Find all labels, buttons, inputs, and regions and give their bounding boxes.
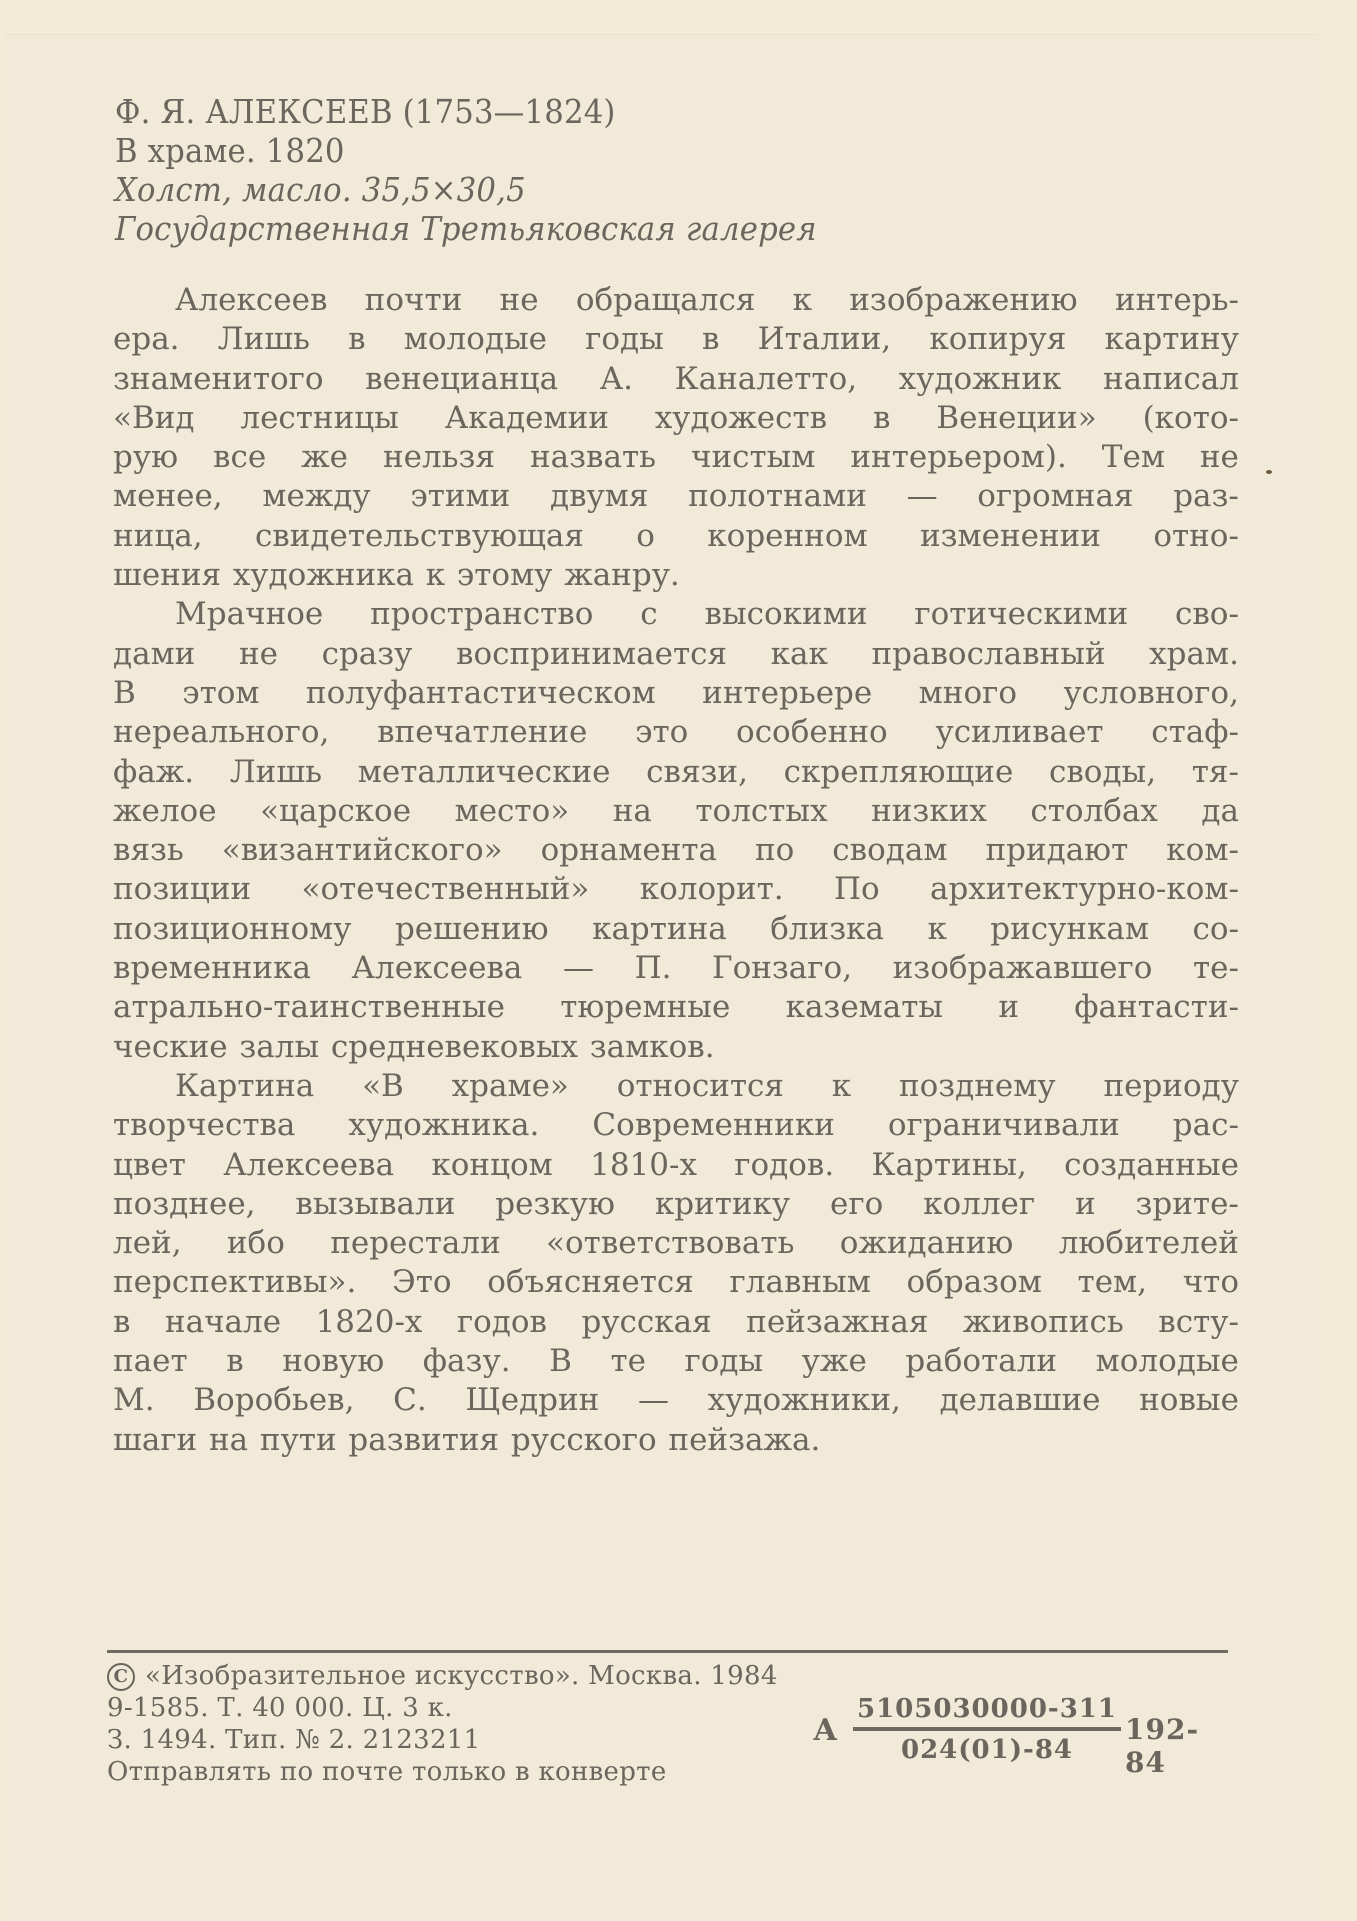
- word: лестницы: [240, 399, 399, 436]
- word: Картины,: [871, 1146, 1027, 1183]
- artwork-collection: Государственная Третьяковская галерея: [115, 209, 817, 248]
- word: связи,: [646, 753, 748, 790]
- word: интерь-: [1114, 282, 1239, 318]
- word: чистым: [690, 439, 816, 476]
- word: П.: [634, 950, 672, 987]
- word: сво-: [1174, 596, 1239, 633]
- text-line: [113, 1303, 1239, 1342]
- text-line: [113, 635, 1239, 674]
- word: относится: [616, 1067, 784, 1104]
- word: русская: [581, 1303, 712, 1340]
- word: о: [636, 517, 655, 554]
- imprint: [107, 1660, 778, 1788]
- word: В: [549, 1343, 572, 1380]
- word: знаменитого: [113, 360, 324, 397]
- word: к: [425, 557, 446, 594]
- word: менее,: [113, 478, 223, 515]
- word: «византийского»: [221, 832, 503, 869]
- word: Алексеев: [175, 282, 328, 318]
- word: столбах: [1030, 792, 1158, 829]
- artist-name: Ф. Я. АЛЕКСЕЕВ (1753—1824): [115, 92, 616, 131]
- word: атрально-таинственные: [113, 989, 505, 1026]
- word: в: [702, 321, 720, 358]
- word: Это: [392, 1264, 452, 1301]
- word: замков.: [589, 1028, 715, 1065]
- word: М.: [113, 1382, 155, 1419]
- word: раз-: [1173, 478, 1239, 515]
- word: этими: [410, 478, 511, 515]
- word: это: [635, 714, 689, 751]
- word: сразу: [321, 635, 413, 672]
- text-line: [113, 1381, 1239, 1420]
- text-line: [113, 1263, 1239, 1302]
- word: перестали: [330, 1225, 501, 1262]
- word: изменении: [919, 517, 1101, 554]
- publisher-line: [107, 1660, 778, 1692]
- word: да: [1201, 792, 1239, 829]
- word: толстых: [695, 792, 828, 829]
- word: картина: [592, 910, 727, 947]
- word: между: [262, 478, 371, 515]
- word: образом: [906, 1264, 1042, 1301]
- word: нереального,: [113, 714, 330, 751]
- word: впечатление: [377, 714, 588, 751]
- word: —: [906, 478, 938, 515]
- text-line: [113, 477, 1239, 516]
- text-line: [113, 1067, 1239, 1106]
- word: придают: [985, 832, 1129, 869]
- word: объясняется: [487, 1264, 694, 1301]
- word: Лишь: [217, 321, 310, 358]
- word: этому: [456, 557, 553, 594]
- text-line: [113, 792, 1239, 831]
- word: изображавшего: [892, 950, 1153, 987]
- word: воспринимается: [456, 635, 728, 672]
- word: главным: [729, 1264, 871, 1301]
- word: пейзажная: [746, 1303, 929, 1340]
- word: цвет: [113, 1146, 186, 1183]
- word: годы: [585, 321, 664, 358]
- text-line: [113, 556, 1239, 595]
- word: стаф-: [1151, 714, 1239, 751]
- text-line: [113, 595, 1239, 634]
- word: не: [499, 282, 539, 318]
- word: (кото-: [1142, 399, 1239, 436]
- word: рую: [113, 439, 179, 476]
- word: храм.: [1149, 635, 1239, 672]
- word: жанру.: [564, 557, 680, 594]
- word: развития: [348, 1421, 500, 1458]
- text-line: [113, 320, 1239, 359]
- word: перспективы».: [113, 1264, 357, 1301]
- word: вызывали: [295, 1185, 456, 1222]
- text-line: [113, 399, 1239, 438]
- word: что: [1182, 1264, 1239, 1301]
- word: Современники: [592, 1107, 835, 1144]
- text-line: [113, 949, 1239, 988]
- word: коренном: [707, 517, 868, 554]
- word: позиционному: [113, 910, 352, 947]
- word: дами: [113, 635, 196, 672]
- word: пространство: [370, 596, 594, 633]
- word: критику: [654, 1185, 791, 1222]
- word: в: [113, 1303, 131, 1340]
- word: те-: [1192, 950, 1239, 987]
- word: Тем: [1101, 439, 1165, 476]
- word: решению: [394, 910, 549, 947]
- text-line: [113, 1342, 1239, 1381]
- word: в: [873, 399, 891, 436]
- word: и: [998, 989, 1020, 1026]
- word: концом: [431, 1146, 553, 1183]
- word: в: [226, 1343, 244, 1380]
- word: казематы: [785, 989, 944, 1026]
- word: новую: [282, 1343, 385, 1380]
- word: фантасти-: [1074, 989, 1239, 1026]
- word: зрите-: [1135, 1185, 1239, 1222]
- word: нельзя: [382, 439, 496, 476]
- word: венецианца: [365, 360, 559, 397]
- word: орнамента: [540, 832, 718, 869]
- word: шения: [113, 557, 222, 594]
- word: металлические: [357, 753, 611, 790]
- word: пути: [259, 1421, 337, 1458]
- word: в: [348, 321, 366, 358]
- word: всту-: [1158, 1303, 1239, 1340]
- word: те: [610, 1343, 646, 1380]
- word: двумя: [550, 478, 649, 515]
- word: храме»: [451, 1067, 569, 1104]
- word: на: [208, 1421, 249, 1458]
- word: рас-: [1172, 1107, 1239, 1144]
- word: тя-: [1191, 753, 1239, 790]
- word: этом: [182, 674, 260, 711]
- word: молодые: [1095, 1343, 1239, 1380]
- word: по: [755, 832, 795, 869]
- word: вязь: [113, 832, 184, 869]
- word: ница,: [113, 517, 203, 554]
- word: делавшие: [939, 1382, 1101, 1419]
- word: ограничивали: [887, 1107, 1120, 1144]
- word: ческие: [113, 1028, 228, 1065]
- word: залы: [239, 1028, 320, 1065]
- word: колорит.: [639, 871, 784, 908]
- word: «царское: [260, 792, 412, 829]
- word: ибо: [226, 1225, 285, 1262]
- word: много: [918, 674, 1018, 711]
- word: периоду: [1103, 1067, 1239, 1104]
- word: близка: [770, 910, 884, 947]
- word: свидетельствующая: [254, 517, 584, 554]
- copyright-icon: C: [107, 1663, 135, 1691]
- word: пает: [113, 1343, 188, 1380]
- word: Картина: [175, 1067, 315, 1104]
- text-line: [113, 1106, 1239, 1145]
- word: архитектурно-ком-: [929, 871, 1239, 908]
- word: «В: [362, 1067, 404, 1104]
- text-line: [113, 831, 1239, 870]
- word: как: [770, 635, 828, 672]
- word: скрепляющие: [783, 753, 1014, 790]
- word: пейзажа.: [668, 1421, 821, 1458]
- word: художеств: [654, 399, 828, 436]
- word: его: [829, 1185, 884, 1222]
- word: на: [612, 792, 652, 829]
- word: позиции: [113, 871, 252, 908]
- word: ком-: [1166, 832, 1239, 869]
- word: шаги: [113, 1421, 198, 1458]
- word: Каналетто,: [674, 360, 858, 397]
- word: изображению: [849, 282, 1078, 318]
- word: творчества: [113, 1107, 296, 1144]
- word: условного,: [1063, 674, 1239, 711]
- order-info: З. 1494. Тип. № 2. 2123211: [107, 1725, 481, 1755]
- word: начале: [164, 1303, 282, 1340]
- word: Мрачное: [175, 596, 324, 633]
- word: Алексеева: [351, 950, 523, 987]
- word: Лишь: [229, 753, 323, 790]
- word: сводам: [832, 832, 948, 869]
- word: молодые: [403, 321, 547, 358]
- word: «Вид: [113, 399, 195, 436]
- word: художника: [232, 557, 414, 594]
- word: —: [638, 1382, 670, 1419]
- text-line: [113, 713, 1239, 752]
- word: все: [213, 439, 267, 476]
- word: «ответствовать: [546, 1225, 795, 1262]
- text-line: [113, 753, 1239, 792]
- word: По: [833, 871, 880, 908]
- index-suffix: 192-84: [1125, 1713, 1200, 1779]
- word: низких: [871, 792, 987, 829]
- word: усиливает: [935, 714, 1104, 751]
- index-fraction: [853, 1693, 1121, 1765]
- word: готическими: [914, 596, 1129, 633]
- word: и: [1074, 1185, 1096, 1222]
- publisher-text: «Изобразительное искусство». Москва. 1984: [145, 1661, 778, 1691]
- mailing-note: Отправлять по почте только в конверте: [107, 1757, 667, 1787]
- artwork-caption: [115, 92, 1245, 248]
- word: интерьере: [702, 674, 873, 711]
- text-line: [113, 1421, 1239, 1460]
- word: тем,: [1077, 1264, 1148, 1301]
- word: Гонзаго,: [712, 950, 853, 987]
- word: работали: [905, 1343, 1058, 1380]
- word: «отечественный»: [301, 871, 590, 908]
- text-line: [113, 360, 1239, 399]
- text-line: [113, 1146, 1239, 1185]
- text-line: [113, 1028, 1239, 1067]
- word: Академии: [444, 399, 609, 436]
- word: годов: [456, 1303, 547, 1340]
- text-line: [113, 517, 1239, 556]
- description-text: [113, 281, 1239, 1460]
- text-line: [113, 438, 1239, 477]
- word: любителей: [1058, 1225, 1239, 1262]
- word: огромная: [977, 478, 1134, 515]
- word: Щедрин: [465, 1382, 600, 1419]
- artwork-medium: Холст, масло. 35,5×30,5: [115, 170, 526, 209]
- word: высокими: [704, 596, 868, 633]
- word: полотнами: [688, 478, 867, 515]
- word: ера.: [113, 321, 180, 358]
- word: своды,: [1048, 753, 1157, 790]
- word: картину: [1104, 321, 1239, 358]
- word: ожиданию: [839, 1225, 1014, 1262]
- word: художник: [898, 360, 1062, 397]
- word: созданные: [1064, 1146, 1239, 1183]
- word: обращался: [575, 282, 756, 318]
- word: к: [792, 282, 813, 318]
- word: резкую: [495, 1185, 615, 1222]
- word: С.: [393, 1382, 427, 1419]
- fraction-bar: [853, 1727, 1121, 1731]
- word: 1810-х: [590, 1146, 697, 1183]
- word: позднему: [898, 1067, 1056, 1104]
- word: А.: [599, 360, 634, 397]
- text-line: [113, 281, 1239, 320]
- text-line: [113, 910, 1239, 949]
- word: назвать: [529, 439, 656, 476]
- word: полуфантастическом: [305, 674, 656, 711]
- word: же: [301, 439, 349, 476]
- word: фазу.: [422, 1343, 511, 1380]
- word: с: [640, 596, 658, 633]
- catalog-index: [813, 1693, 1233, 1779]
- text-line: [113, 674, 1239, 713]
- word: годы: [684, 1343, 764, 1380]
- word: место»: [454, 792, 570, 829]
- word: не: [238, 635, 278, 672]
- word: временника: [113, 950, 311, 987]
- index-numerator: 5105030000-311: [857, 1694, 1117, 1724]
- text-line: [113, 1224, 1239, 1263]
- word: В: [113, 674, 136, 711]
- word: —: [563, 950, 594, 987]
- word: написал: [1102, 360, 1239, 397]
- word: средневековых: [330, 1028, 578, 1065]
- word: 1820-х: [315, 1303, 423, 1340]
- print-info: 9-1585. Т. 40 000. Ц. 3 к.: [107, 1693, 453, 1723]
- word: желое: [113, 792, 217, 829]
- word: Воробьев,: [193, 1382, 355, 1419]
- word: почти: [364, 282, 463, 318]
- word: Алексеева: [223, 1146, 395, 1183]
- word: художника.: [348, 1107, 540, 1144]
- word: художники,: [707, 1382, 901, 1419]
- word: интерьером).: [850, 439, 1067, 476]
- word: тюремные: [560, 989, 731, 1026]
- word: живопись: [962, 1303, 1124, 1340]
- word: позднее,: [113, 1185, 256, 1222]
- word: русского: [510, 1421, 657, 1458]
- word: к: [927, 910, 947, 947]
- word: копируя: [929, 321, 1067, 358]
- text-line: [113, 988, 1239, 1027]
- word: отно-: [1153, 517, 1239, 554]
- text-line: [113, 870, 1239, 909]
- word: уже: [801, 1343, 867, 1380]
- word: лей,: [113, 1225, 182, 1262]
- index-denominator: 024(01)-84: [900, 1735, 1074, 1765]
- word: новые: [1139, 1382, 1239, 1419]
- word: к: [831, 1067, 852, 1104]
- index-letter: А: [813, 1713, 838, 1748]
- text-line: [113, 1185, 1239, 1224]
- word: фаж.: [113, 753, 195, 790]
- word: Италии,: [757, 321, 892, 358]
- word: рисункам: [990, 910, 1150, 947]
- footer-divider: [107, 1650, 1228, 1653]
- word: православный: [871, 635, 1106, 672]
- word: годов.: [734, 1146, 835, 1183]
- word: не: [1199, 439, 1239, 476]
- word: со-: [1192, 910, 1239, 947]
- paper-speck: [1266, 470, 1272, 474]
- word: коллег: [923, 1185, 1036, 1222]
- word: особенно: [736, 714, 888, 751]
- word: Венеции»: [936, 399, 1097, 436]
- artwork-title: В храме. 1820: [115, 131, 345, 170]
